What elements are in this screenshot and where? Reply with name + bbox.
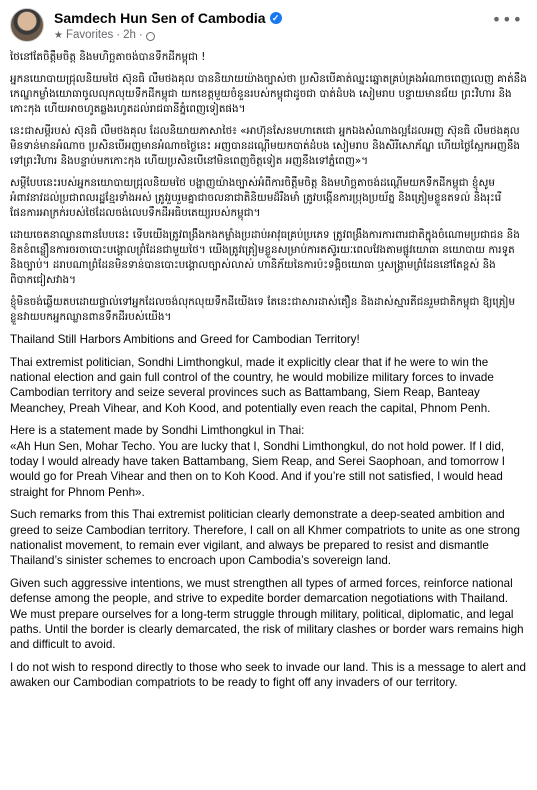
- khmer-paragraph: សម្ដីបែបនេះរបស់អ្នកនយោបាយជ្រុលនិយមថៃ បង្ហាញយ៉ាងច្បាស់អំពីការចិត្តឹមចិត្ត និងមហិច្ឆតាចង់ដណ្ដើមយកទឹកដីកម្ពុជា ខ្ញុំសូមអំពាវនាវដល់ប្រជាពលរដ្ឋខ្មែរទាំងអស់ ត្រូវរួបរួមគ្នាជាចលនាជាតិនិយមដ៏រឹងមាំ ត្រូវបង្កើនការប្រុងប្រយ័ត្ន និងត្រៀមខ្លួនតទល់ និងរុះរើផែនការអាក្រក់របស់ថៃដែលចង់លេបទឹកដីអធិបតេយ្យរបស់កម្ពុជា។: [10, 177, 502, 219]
- english-text: [10, 332, 527, 691]
- author-name-row: [54, 10, 282, 26]
- meta-separator: ·: [116, 29, 121, 41]
- khmer-paragraph: នេះជាសម្ដីរបស់ ស៊ុនធិ លឹមថងគុល ដែលនិយាយភាសាថៃ៖ «អាហ៊ុនសែនមហាតេជោ អ្នកឯងសំណាងល្អដែលអញ ស៊ុនធិ លឹមថងគុល មិនទាន់មានអំណាច ប្រសិនបើអញមានអំណាចថ្ងៃនេះ អញបានដណ្ដើមយកបាត់ដំបង សៀមរាប និងសិរីសោភ័ណ្ឌ ហើយថ្ងៃស្អែកអញនឹងទៅព្រះវិហារ និងបន្ទាប់មកកោះកុង ហើយប្រសិនបើនៅមិនពេញចិត្តទៀត អញនឹងទៅភ្នំពេញ»។: [10, 125, 521, 167]
- english-paragraph: I do not wish to respond directly to those who seek to invade our land. This is a message to alert and awaken our Cambodian compatriots to be ready to fight off any invaders of our territory.: [10, 661, 527, 690]
- english-title: Thailand Still Harbors Ambitions and Greed for Cambodian Territory!: [10, 333, 360, 346]
- author-avatar[interactable]: [10, 8, 44, 42]
- author-name[interactable]: Samdech Hun Sen of Cambodia: [54, 10, 266, 26]
- verified-badge-icon: ✓: [270, 12, 282, 24]
- audience-label: Favorites: [65, 29, 114, 41]
- khmer-paragraph: អ្នកនយោបាយជ្រុលនិយមថៃ ស៊ុនធិ លឹមថងគុល បាននិយាយយ៉ាងច្បាស់ថា ប្រសិនបើគាត់ឈ្នះឆ្នោតគ្រប់គ្រងអំណាចពេញលេញ គាត់នឹងកេណ្ឌកម្លាំងយោធាចូលលុកលុយទឹកដីកម្ពុជា យកខេត្តមួយចំនួនរបស់កម្ពុជាដូចជា បាត់ដំបង សៀមរាប បន្ទាយមានជ័យ ព្រះវិហារ និងកោះកុង ហើយអាចហូតឆ្លងរហូតដល់រាជធានីភ្នំពេញទៀតផង។: [10, 73, 527, 115]
- khmer-paragraph: ដោយចេតនាឈ្លានពានបែបនេះ ទើបយើងត្រូវពង្រឹងកងកម្លាំងប្រដាប់អាវុធគ្រប់ប្រភេទ ត្រូវពង្រឹងការការពារជាតិក្នុងចំណោមប្រជាជន និងខិតខំពន្លឿនការចរចាបោះបង្គោលព្រំដែនជាមួយថៃ។ យើងត្រូវត្រៀមខ្លួនសម្រាប់ការតស៊ូរយៈពេលវែងតាមផ្លូវយោធា នយោបាយ ការទូត និងច្បាប់។ ដរាបណាព្រំដែនមិនទាន់បានបោះបង្គោលច្បាស់លាស់ ហានិភ័យនៃការប៉ះទង្គិចយោធា ឬសង្គ្រាមព្រំដែននៅតែខ្ពស់ និងពិបាកជៀសវាង។: [10, 229, 520, 286]
- public-globe-icon: [146, 32, 155, 41]
- english-paragraph: Such remarks from this Thai extremist politician clearly demonstrate a deep-seated ambition and greed to seize Cambodian territory. Therefore, I call on all Khmer compatriots to unite as one strong nationalist movement, to remain ever vigilant, and always be prepared to resist and dismantle Thailand’s sinister schemes to encroach upon Cambodia’s sovereign land.: [10, 508, 520, 568]
- post-header: [10, 8, 527, 50]
- khmer-title: ថៃនៅតែចិត្តឹមចិត្ត និងមហិច្ឆតាចង់បានទឹកដីកម្ពុជា !: [10, 51, 206, 63]
- post-meta: [54, 29, 155, 41]
- english-paragraph: Here is a statement made by Sondhi Limthongkul in Thai: «Ah Hun Sen, Mohar Techo. You are lucky that I, Sondhi Limthongkul, do not hold power. If I did, today I would already have taken Battambang, Siem Reap, and Serei Saophoan, and tomorrow I would go for Preah Vihear and then on to Koh Kood. And if you’re still not satisfied, I would head straight for Phnom Penh».: [10, 424, 505, 499]
- favorites-star-icon: ★: [54, 29, 63, 41]
- english-paragraph: Thai extremist politician, Sondhi Limthongkul, made it explicitly clear that if he were to win the national election and gain full control of the country, he would mobilize military forces to invade Cambodian territory and seize several provinces such as Battambang, Siem Reap, Banteay Meanchey, Preah Vihear, and Koh Kood, and potentially even reach the capital, Phnom Penh.: [10, 355, 494, 415]
- meta-separator: ·: [138, 29, 143, 41]
- khmer-paragraph: ខ្ញុំមិនចង់ឆ្លើយតបដោយផ្ទាល់ទៅអ្នកដែលចង់លុកលុយទឹកដីយើងទេ តែនេះជាសារដាស់តឿន និងដាស់ស្មារតីជនរួមជាតិកម្ពុជា ឱ្យត្រៀមខ្លួនវាយបកអ្នកឈ្លានពានទឹកដីរបស់យើង។: [10, 296, 516, 323]
- post-time[interactable]: 2h: [123, 29, 136, 41]
- khmer-text: [10, 50, 527, 325]
- english-paragraph: Given such aggressive intentions, we must strengthen all types of armed forces, reinforce national defense among the people, and strive to expedite border demarcation negotiations with Thailand. We must prepare ourselves for a long-term struggle through military, political, diplomatic, and legal paths. Until the border is clearly demarcated, the risk of military clashes or border wars remains high and difficult to avoid.: [10, 577, 524, 652]
- more-options-icon[interactable]: •••: [491, 10, 523, 29]
